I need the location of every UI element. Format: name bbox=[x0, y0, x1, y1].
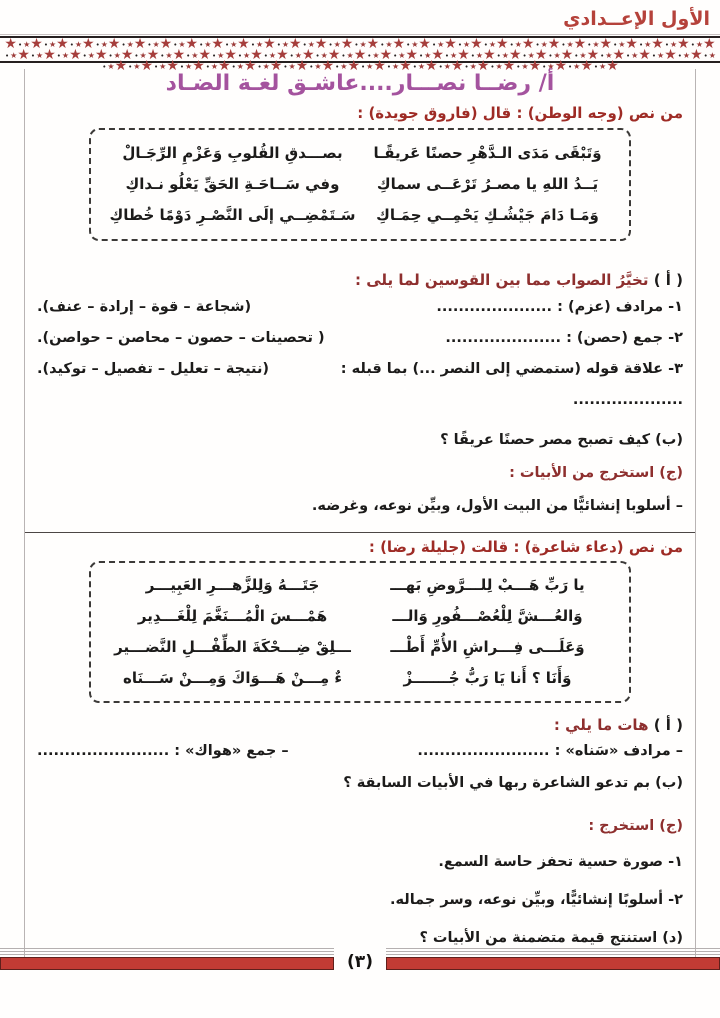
star-icon: ★ bbox=[263, 36, 276, 52]
star-icon: ★ bbox=[437, 40, 445, 49]
dot-icon: • bbox=[457, 40, 462, 49]
verse-hemistich-left: ءٌ مِـــنْ هَـــوَاكَ وَمِـــنْ سَـــنَاه bbox=[122, 669, 343, 687]
dot-icon: • bbox=[134, 51, 139, 60]
answer-blank: ........................ bbox=[417, 743, 550, 759]
section-divider bbox=[25, 532, 695, 533]
star-icon: ★ bbox=[198, 47, 212, 63]
section2-question-c-heading: (ج) استخرج : bbox=[588, 818, 683, 834]
dot-icon: • bbox=[470, 51, 475, 60]
mcq-item bbox=[37, 323, 683, 354]
dot-icon: • bbox=[121, 40, 126, 49]
star-icon: ★ bbox=[139, 51, 147, 60]
star-icon: ★ bbox=[236, 62, 244, 71]
star-icon: ★ bbox=[61, 51, 70, 60]
star-icon: ★ bbox=[450, 58, 464, 74]
dot-icon: • bbox=[341, 51, 346, 60]
star-icon: ★ bbox=[379, 47, 393, 63]
star-icon: ★ bbox=[547, 62, 555, 71]
verse-hemistich-left: سَـتَمْضِــي إلَى النَّصْـرِ دَوْمًا خُطاكِ bbox=[109, 206, 356, 224]
star-icon: ★ bbox=[606, 58, 619, 74]
grade-label: الأول الإعــدادي bbox=[563, 8, 710, 30]
star-icon: ★ bbox=[457, 47, 470, 63]
star-icon: ★ bbox=[120, 47, 134, 63]
star-icon: ★ bbox=[399, 58, 412, 74]
star-icon: ★ bbox=[204, 40, 212, 49]
dot-icon: • bbox=[160, 51, 165, 60]
star-icon: ★ bbox=[418, 36, 431, 52]
verse-row bbox=[105, 601, 615, 632]
star-icon: ★ bbox=[664, 47, 677, 63]
dot-icon: • bbox=[393, 51, 398, 60]
dot-icon: • bbox=[289, 51, 294, 60]
section2-item-1: ١- صورة حسية تحفز حاسة السمع. bbox=[438, 854, 683, 870]
star-icon: ★ bbox=[483, 47, 496, 63]
verse-hemistich-right: يَــدُ اللهِ يا مصـرُ تَرْعَــى سماكِ bbox=[376, 175, 599, 193]
dot-icon: • bbox=[568, 62, 573, 71]
star-icon: ★ bbox=[100, 40, 108, 49]
star-icon: ★ bbox=[211, 36, 224, 52]
star-icon: ★ bbox=[573, 62, 581, 71]
dot-icon: • bbox=[542, 62, 547, 71]
star-icon: ★ bbox=[527, 51, 535, 60]
star-icon: ★ bbox=[508, 47, 522, 63]
star-icon: ★ bbox=[333, 40, 341, 49]
dot-icon: • bbox=[30, 51, 36, 60]
verse-row bbox=[105, 138, 615, 169]
star-icon: ★ bbox=[682, 51, 691, 60]
star-icon: ★ bbox=[618, 40, 626, 49]
mcq-question: ٣- علاقة قوله (ستمضي إلى النصر ...) بما قبله : .................... bbox=[340, 361, 683, 408]
star-icon: ★ bbox=[178, 40, 186, 49]
dot-icon: • bbox=[69, 40, 74, 49]
star-icon: ★ bbox=[140, 58, 153, 74]
verse-hemistich-left: ـــلِقْ ضِـــحْكَةَ الطِّفْـــلِ النَّضـــير bbox=[114, 638, 351, 656]
star-icon: ★ bbox=[366, 36, 380, 52]
star-icon: ★ bbox=[43, 47, 56, 63]
mcq-choices: ( تحصينات – حصون – محاصن – حواصن). bbox=[37, 330, 325, 346]
vocab-question-right: – مرادف «سَناه» : ........................ bbox=[417, 743, 683, 759]
star-icon: ★ bbox=[146, 47, 160, 63]
star-icon: ★ bbox=[417, 62, 426, 71]
star-icon: ★ bbox=[217, 51, 225, 60]
star-icon: ★ bbox=[708, 51, 716, 60]
dot-icon: • bbox=[490, 62, 495, 71]
dot-icon: • bbox=[509, 40, 514, 49]
star-icon: ★ bbox=[573, 36, 587, 52]
star-icon: ★ bbox=[159, 62, 167, 71]
star-icon: ★ bbox=[475, 51, 484, 60]
star-icon: ★ bbox=[218, 58, 231, 74]
footer-red-bar bbox=[386, 957, 720, 970]
star-icon: ★ bbox=[392, 62, 400, 71]
dot-icon: • bbox=[17, 40, 23, 49]
vocab-question-left: – جمع «هواك» : ........................ bbox=[37, 743, 289, 759]
dot-icon: • bbox=[199, 40, 204, 49]
dot-icon: • bbox=[483, 40, 488, 49]
star-icon: ★ bbox=[599, 36, 613, 52]
star-icon: ★ bbox=[314, 62, 322, 71]
footer-hairline bbox=[386, 951, 720, 952]
star-icon: ★ bbox=[224, 47, 237, 63]
verse-hemistich-left: جَتَـــهُ وَلِلزَّهـــرِ العَبِيـــر bbox=[145, 576, 320, 594]
star-icon: ★ bbox=[431, 47, 444, 63]
star-icon: ★ bbox=[547, 36, 561, 52]
star-icon: ★ bbox=[82, 36, 95, 52]
star-icon: ★ bbox=[87, 51, 95, 60]
star-icon: ★ bbox=[314, 36, 328, 52]
star-icon: ★ bbox=[392, 36, 406, 52]
star-icon: ★ bbox=[566, 40, 574, 49]
dot-icon: • bbox=[406, 40, 411, 49]
verse-hemistich-right: يا رَبِّ هَـــبْ لِلـــرَّوضِ بَهـــ bbox=[390, 576, 585, 594]
dot-icon: • bbox=[309, 62, 314, 71]
section1-question-c-item: – أسلوبا إنشائيًّا من البيت الأول، وبيِّن نوعه، وغرضه. bbox=[311, 498, 683, 514]
dot-icon: • bbox=[444, 51, 450, 60]
dot-icon: • bbox=[438, 62, 443, 71]
star-icon: ★ bbox=[165, 51, 173, 60]
verse-hemistich-left: هَمْـــسَ الْمُـــنَغَّمَ لِلْغَـــدِير bbox=[137, 607, 328, 625]
page-number: (٣) bbox=[347, 952, 373, 972]
section1-question-a-heading bbox=[37, 268, 683, 292]
star-icon: ★ bbox=[74, 40, 83, 49]
dot-icon: • bbox=[600, 51, 605, 60]
star-icon: ★ bbox=[288, 62, 296, 71]
star-icon: ★ bbox=[528, 58, 542, 74]
dot-icon: • bbox=[677, 51, 682, 60]
footer-hairline bbox=[386, 948, 720, 949]
dot-icon: • bbox=[5, 51, 10, 60]
star-icon: ★ bbox=[255, 40, 264, 49]
dot-icon: • bbox=[496, 51, 501, 60]
dot-icon: • bbox=[690, 40, 695, 49]
star-icon: ★ bbox=[307, 40, 315, 49]
dot-icon: • bbox=[664, 40, 669, 49]
star-icon: ★ bbox=[347, 58, 360, 74]
star-icon: ★ bbox=[107, 62, 115, 71]
star-icon: ★ bbox=[152, 40, 160, 49]
dot-icon: • bbox=[412, 62, 417, 71]
star-icon: ★ bbox=[359, 40, 367, 49]
verse-hemistich-left: بصـــدقِ القُلوبِ وَعَزْمِ الرِّجَـالْ bbox=[122, 144, 343, 162]
dot-icon: • bbox=[328, 40, 333, 49]
star-icon: ★ bbox=[48, 40, 57, 49]
star-icon: ★ bbox=[23, 40, 31, 49]
dot-icon: • bbox=[231, 62, 236, 71]
star-icon: ★ bbox=[579, 51, 587, 60]
dot-icon: • bbox=[205, 62, 210, 71]
answer-blank: .................... bbox=[572, 392, 683, 408]
star-icon: ★ bbox=[651, 36, 664, 52]
star-icon: ★ bbox=[425, 58, 438, 74]
star-icon: ★ bbox=[502, 58, 516, 74]
footer-red-bar bbox=[0, 957, 334, 970]
star-icon: ★ bbox=[592, 40, 600, 49]
star-icon: ★ bbox=[17, 47, 30, 63]
star-icon: ★ bbox=[113, 51, 121, 60]
star-icon: ★ bbox=[366, 62, 374, 71]
footer-bar-left bbox=[0, 948, 334, 970]
star-icon: ★ bbox=[534, 47, 548, 63]
star-icon: ★ bbox=[250, 47, 263, 63]
star-icon: ★ bbox=[385, 40, 393, 49]
content-area bbox=[24, 69, 696, 966]
star-icon: ★ bbox=[268, 51, 277, 60]
dot-icon: • bbox=[613, 40, 618, 49]
star-icon: ★ bbox=[159, 36, 173, 52]
star-icon: ★ bbox=[462, 40, 471, 49]
footer-hairline bbox=[386, 954, 720, 955]
star-icon: ★ bbox=[56, 36, 69, 52]
star-icon: ★ bbox=[237, 36, 250, 52]
dot-icon: • bbox=[535, 40, 540, 49]
star-icon: ★ bbox=[488, 40, 497, 49]
star-icon: ★ bbox=[424, 51, 432, 60]
star-icon: ★ bbox=[172, 47, 186, 63]
star-icon: ★ bbox=[476, 58, 490, 74]
star-icon: ★ bbox=[580, 58, 593, 74]
star-icon: ★ bbox=[470, 36, 483, 52]
dot-icon: • bbox=[257, 62, 262, 71]
star-icon: ★ bbox=[599, 62, 607, 71]
section2-source-line: من نص (دعاء شاعرة) : قالت (جليلة رضا) : bbox=[368, 538, 683, 556]
dot-icon: • bbox=[179, 62, 185, 71]
dot-icon: • bbox=[263, 51, 268, 60]
star-icon: ★ bbox=[405, 47, 419, 63]
verse-hemistich-right: وَعَلَـــى فِـــراشِ الأُمِّ أَطْـــ bbox=[390, 638, 585, 656]
star-icon: ★ bbox=[496, 36, 509, 52]
star-icon: ★ bbox=[669, 40, 678, 49]
dot-icon: • bbox=[147, 40, 152, 49]
question-a-label: ( أ ) bbox=[653, 271, 683, 289]
star-icon: ★ bbox=[126, 40, 134, 49]
star-icon: ★ bbox=[372, 51, 380, 60]
star-icon: ★ bbox=[540, 40, 548, 49]
star-icon: ★ bbox=[690, 47, 703, 63]
star-icon: ★ bbox=[276, 47, 289, 63]
star-icon: ★ bbox=[243, 58, 257, 74]
mcq-question: ٢- جمع (حصن) : ..................... bbox=[445, 330, 683, 346]
dot-icon: • bbox=[43, 40, 48, 49]
section1-question-c-heading: (ج) استخرج من الأبيات : bbox=[509, 465, 683, 481]
answer-blank: ........................ bbox=[37, 743, 170, 759]
dot-icon: • bbox=[224, 40, 230, 49]
dot-icon: • bbox=[128, 62, 133, 71]
dot-icon: • bbox=[361, 62, 366, 71]
verse-hemistich-right: وَأَنَا ؟ أَنا يَا رَبُّ جُـــــــزْ bbox=[403, 669, 572, 687]
star-icon: ★ bbox=[191, 51, 199, 60]
dot-icon: • bbox=[522, 51, 527, 60]
star-icon: ★ bbox=[560, 47, 574, 63]
dot-icon: • bbox=[419, 51, 424, 60]
verse-row bbox=[105, 169, 615, 200]
star-icon: ★ bbox=[294, 51, 302, 60]
star-icon: ★ bbox=[327, 47, 341, 63]
star-icon: ★ bbox=[295, 58, 309, 74]
mcq-choices: (نتيجة – تعليل – تفصيل – توكيد). bbox=[37, 361, 270, 377]
star-icon: ★ bbox=[443, 62, 451, 71]
question-a-text: تخيَّرُ الصواب مما بين القوسين لما يلى : bbox=[355, 271, 649, 289]
star-icon: ★ bbox=[269, 58, 283, 74]
star-icon: ★ bbox=[133, 36, 147, 52]
star-band bbox=[0, 36, 720, 74]
star-icon: ★ bbox=[638, 47, 651, 63]
star-icon: ★ bbox=[346, 51, 354, 60]
footer-bar-right bbox=[386, 948, 720, 970]
dot-icon: • bbox=[548, 51, 553, 60]
star-icon: ★ bbox=[107, 36, 121, 52]
star-icon: ★ bbox=[321, 58, 335, 74]
dot-icon: • bbox=[186, 51, 191, 60]
star-icon: ★ bbox=[36, 51, 44, 60]
star-icon: ★ bbox=[340, 36, 354, 52]
dot-icon: • bbox=[593, 62, 599, 71]
answer-blank: ..................... bbox=[445, 330, 561, 346]
dot-icon: • bbox=[335, 62, 340, 71]
star-icon: ★ bbox=[320, 51, 328, 60]
star-icon: ★ bbox=[262, 62, 270, 71]
dot-icon: • bbox=[102, 62, 107, 71]
dot-icon: • bbox=[95, 40, 100, 49]
star-icon: ★ bbox=[289, 36, 302, 52]
section2-question-a-heading bbox=[37, 713, 683, 737]
star-icon: ★ bbox=[353, 47, 367, 63]
section2-verse-box bbox=[89, 561, 631, 703]
section2-question-d: (د) استنتج قيمة متضمنة من الأبيات ؟ bbox=[419, 930, 683, 946]
star-icon: ★ bbox=[192, 58, 205, 74]
star-icon: ★ bbox=[514, 40, 522, 49]
dot-icon: • bbox=[380, 40, 385, 49]
dot-icon: • bbox=[386, 62, 392, 71]
section2-question-b: (ب) بم تدعو الشاعرة ربها في الأبيات السابقة ؟ bbox=[343, 775, 683, 791]
star-icon: ★ bbox=[521, 62, 529, 71]
star-icon: ★ bbox=[501, 51, 509, 60]
star-icon: ★ bbox=[4, 36, 17, 52]
star-icon: ★ bbox=[210, 62, 219, 71]
star-icon: ★ bbox=[495, 62, 503, 71]
dot-icon: • bbox=[154, 62, 159, 71]
dot-icon: • bbox=[250, 40, 255, 49]
dot-icon: • bbox=[703, 51, 708, 60]
star-icon: ★ bbox=[677, 36, 690, 52]
section2-item-2: ٢- أسلوبًا إنشائيًّا، وبيِّن نوعه، وسر جماله. bbox=[389, 892, 683, 908]
vocab-pair-row bbox=[37, 737, 683, 765]
dot-icon: • bbox=[561, 40, 566, 49]
star-icon: ★ bbox=[586, 47, 600, 63]
verse-hemistich-left: وفي سَــاحَـةِ الحَقِّ يَعْلُو نـداكِ bbox=[125, 175, 340, 193]
star-icon: ★ bbox=[398, 51, 406, 60]
dot-icon: • bbox=[638, 40, 644, 49]
verse-row bbox=[105, 632, 615, 663]
star-icon: ★ bbox=[373, 58, 386, 74]
dot-icon: • bbox=[315, 51, 320, 60]
star-icon: ★ bbox=[553, 51, 561, 60]
star-icon: ★ bbox=[10, 51, 18, 60]
verse-row bbox=[105, 663, 615, 694]
star-icon: ★ bbox=[411, 40, 419, 49]
star-icon: ★ bbox=[625, 36, 638, 52]
dot-icon: • bbox=[82, 51, 87, 60]
star-icon: ★ bbox=[703, 36, 716, 52]
section1-question-b: (ب) كيف تصبح مصر حصنًا عريقًا ؟ bbox=[440, 432, 683, 448]
footer-hairline bbox=[0, 954, 334, 955]
dot-icon: • bbox=[431, 40, 437, 49]
star-icon: ★ bbox=[450, 51, 458, 60]
dot-icon: • bbox=[516, 62, 521, 71]
dot-icon: • bbox=[354, 40, 359, 49]
mcq-choices: (شجاعة – قوة – إرادة – عنف). bbox=[37, 299, 252, 315]
star-icon: ★ bbox=[644, 40, 652, 49]
dot-icon: • bbox=[626, 51, 631, 60]
verse-hemistich-right: وَتَبْقَى مَدَى الـدَّهْرِ حصنًا عَريقًـا bbox=[373, 144, 602, 162]
footer-hairline bbox=[0, 948, 334, 949]
star-icon: ★ bbox=[166, 58, 179, 74]
verse-row bbox=[105, 200, 615, 231]
dot-icon: • bbox=[173, 40, 178, 49]
star-icon: ★ bbox=[521, 36, 535, 52]
star-icon: ★ bbox=[30, 36, 43, 52]
mcq-question: ١- مرادف (عزم) : ..................... bbox=[436, 299, 683, 315]
star-icon: ★ bbox=[554, 58, 567, 74]
star-icon: ★ bbox=[657, 51, 665, 60]
star-icon: ★ bbox=[301, 47, 315, 63]
star-icon: ★ bbox=[243, 51, 251, 60]
star-icon: ★ bbox=[114, 58, 128, 74]
verse-hemistich-right: وَالعُـــشَّ لِلْعُصْـــفُورِ وَالـــ bbox=[392, 607, 583, 625]
verse-row bbox=[105, 570, 615, 601]
star-icon: ★ bbox=[230, 40, 238, 49]
section1-source-line: من نص (وجه الوطن) : قال (فاروق جويدة) : bbox=[357, 104, 683, 122]
star-icon: ★ bbox=[631, 51, 639, 60]
dot-icon: • bbox=[651, 51, 657, 60]
star-icon: ★ bbox=[695, 40, 704, 49]
dot-icon: • bbox=[212, 51, 217, 60]
star-icon: ★ bbox=[281, 40, 290, 49]
question-a-label: ( أ ) bbox=[653, 716, 683, 734]
star-icon: ★ bbox=[185, 36, 199, 52]
verse-hemistich-right: وَمَـا دَامَ جَيْشُـكِ يَحْمِــي حِمَـاكِ bbox=[376, 206, 599, 224]
dot-icon: • bbox=[283, 62, 288, 71]
star-icon: ★ bbox=[605, 51, 613, 60]
star-icon: ★ bbox=[94, 47, 108, 63]
footer-hairline bbox=[0, 951, 334, 952]
section1-verse-box bbox=[89, 128, 631, 241]
page-footer bbox=[0, 948, 720, 996]
dot-icon: • bbox=[237, 51, 243, 60]
star-icon: ★ bbox=[69, 47, 82, 63]
question-a-text: هات ما يلي : bbox=[553, 716, 649, 734]
dot-icon: • bbox=[464, 62, 469, 71]
mcq-item bbox=[37, 292, 683, 323]
star-icon: ★ bbox=[133, 62, 141, 71]
document-title: أ/ رضــا نصـــار....عاشـق لغـة الضـاد bbox=[165, 71, 555, 96]
star-icon: ★ bbox=[340, 62, 348, 71]
dot-icon: • bbox=[574, 51, 579, 60]
star-icon: ★ bbox=[185, 62, 193, 71]
dot-icon: • bbox=[56, 51, 61, 60]
dot-icon: • bbox=[367, 51, 372, 60]
dot-icon: • bbox=[587, 40, 592, 49]
answer-blank: ..................... bbox=[436, 299, 553, 315]
star-icon: ★ bbox=[444, 36, 457, 52]
dot-icon: • bbox=[302, 40, 307, 49]
mcq-item bbox=[37, 354, 683, 416]
star-icon: ★ bbox=[612, 47, 626, 63]
dot-icon: • bbox=[276, 40, 281, 49]
star-icon: ★ bbox=[469, 62, 477, 71]
page-header bbox=[0, 0, 720, 34]
dot-icon: • bbox=[108, 51, 113, 60]
